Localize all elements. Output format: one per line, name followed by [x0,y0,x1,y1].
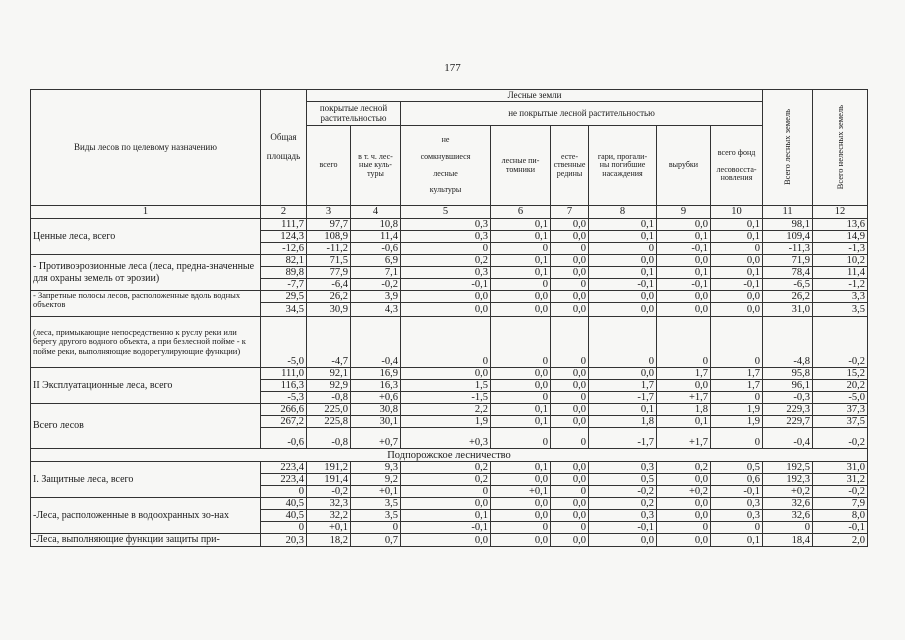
data-cell: 3,5 [813,303,868,317]
data-cell: 225,8 [307,416,351,428]
data-cell: -0,4 [351,317,401,368]
data-cell: 20,2 [813,380,868,392]
data-cell: 1,7 [711,368,763,380]
data-cell: 0,2 [401,255,491,267]
data-cell: 0,0 [657,380,711,392]
header-clearings: вырубки [657,126,711,206]
data-cell: 0 [711,317,763,368]
data-cell: -0,6 [261,428,307,449]
data-cell: 9,3 [351,462,401,474]
data-cell: 3,5 [351,510,401,522]
header-total-reforest: всего фонд лесовосста- новления [711,126,763,206]
row-label: - Противоэрозионные леса (леса, предна-значенные для охраны земель от эрозии) [31,255,261,291]
data-cell: 0,1 [589,231,657,243]
data-cell: 0,1 [711,231,763,243]
data-cell: 229,7 [763,416,813,428]
data-cell: 6,9 [351,255,401,267]
data-cell: -0,2 [813,486,868,498]
data-cell: 266,6 [261,404,307,416]
data-cell: 29,5 [261,291,307,303]
data-cell: 0,1 [491,416,551,428]
column-number: 5 [401,206,491,219]
data-cell: 111,7 [261,219,307,231]
data-cell: 116,3 [261,380,307,392]
data-cell: 0,1 [589,219,657,231]
data-cell: 0,1 [401,510,491,522]
data-cell: 31,0 [763,303,813,317]
column-number: 3 [307,206,351,219]
data-cell: -6,5 [763,279,813,291]
data-cell: 10,8 [351,219,401,231]
data-cell: 0 [589,317,657,368]
data-cell: 0,2 [401,462,491,474]
data-cell: 0 [711,428,763,449]
data-cell: 95,8 [763,368,813,380]
data-cell: 0,1 [657,416,711,428]
data-cell: 0,1 [589,404,657,416]
data-cell: 192,5 [763,462,813,474]
row-label: -Леса, выполняющие функции защиты при- [31,534,261,547]
header-covered: покрытые лесной растительностью [307,102,401,126]
data-cell: 78,4 [763,267,813,279]
table-row [31,255,868,267]
data-cell: +0,2 [763,486,813,498]
data-cell: 0,1 [657,231,711,243]
data-cell: 0 [261,486,307,498]
table-row [31,462,868,474]
data-cell: 3,5 [351,498,401,510]
data-cell: 15,2 [813,368,868,380]
data-cell: -0,2 [589,486,657,498]
header-type: Виды лесов по целевому назначению [31,90,261,206]
data-cell: 0 [551,279,589,291]
data-cell: 71,5 [307,255,351,267]
data-cell: -11,3 [763,243,813,255]
data-cell: +0,3 [401,428,491,449]
table-body-forestry [31,462,868,547]
data-cell: 71,9 [763,255,813,267]
data-cell: 0,3 [401,219,491,231]
data-cell: 30,1 [351,416,401,428]
data-cell: 82,1 [261,255,307,267]
header-cultures: в т. ч. лес- ные куль- туры [351,126,401,206]
data-cell: 0 [401,243,491,255]
data-cell: 191,4 [307,474,351,486]
data-cell: 0,0 [401,291,491,303]
table-row [31,368,868,380]
data-cell: 0,0 [401,368,491,380]
data-cell: 16,9 [351,368,401,380]
data-cell: 0,0 [551,462,589,474]
page-number: 177 [444,62,461,74]
data-cell: 0,0 [657,303,711,317]
data-cell: 37,5 [813,416,868,428]
data-cell: 0,0 [711,255,763,267]
row-label-note: (леса, примыкающие непосредственно к руслу реки или берегу другого водного объекта, а при безлесной пойме - к пойме реки, выполняющие водорегулирующие функции) [31,317,261,368]
data-cell: 3,3 [813,291,868,303]
data-cell: -5,0 [261,317,307,368]
column-number: 6 [491,206,551,219]
data-cell: 32,6 [763,510,813,522]
data-cell: 0,0 [551,498,589,510]
data-cell: 0 [551,317,589,368]
data-cell: 0,0 [657,219,711,231]
data-cell: 0,0 [657,498,711,510]
table-body-main [31,219,868,449]
data-cell: 0,0 [551,368,589,380]
data-cell: 0,1 [491,404,551,416]
data-cell: 267,2 [261,416,307,428]
data-cell: 34,5 [261,303,307,317]
data-cell: -0,8 [307,428,351,449]
data-cell: 11,4 [351,231,401,243]
data-cell: 0,5 [589,474,657,486]
data-cell: 0 [491,522,551,534]
data-cell: 229,3 [763,404,813,416]
data-cell: 0 [401,317,491,368]
data-cell: 89,8 [261,267,307,279]
data-cell: +0,6 [351,392,401,404]
header-not-closed: не сомкнувшиеся лесные культуры [401,126,491,206]
column-number: 8 [589,206,657,219]
data-cell: -7,7 [261,279,307,291]
header-nurseries: лесные пи- томники [491,126,551,206]
forest-fund-table [30,89,868,547]
data-cell: 0,1 [711,534,763,547]
data-cell: +0,7 [351,428,401,449]
data-cell: 0 [491,243,551,255]
data-cell: 0,0 [589,534,657,547]
data-cell: 225,0 [307,404,351,416]
data-cell: +1,7 [657,428,711,449]
data-cell: 0,0 [657,474,711,486]
data-cell: 124,3 [261,231,307,243]
table-row [31,291,868,303]
data-cell: 0,0 [657,255,711,267]
data-cell: 30,9 [307,303,351,317]
data-cell: 0 [763,522,813,534]
data-cell: 30,8 [351,404,401,416]
data-cell: +0,1 [307,522,351,534]
data-cell: -0,2 [813,317,868,368]
data-cell: 0,0 [551,291,589,303]
data-cell: 32,3 [307,498,351,510]
data-cell: 0,3 [711,498,763,510]
data-cell: 0,0 [551,534,589,547]
data-cell: -4,7 [307,317,351,368]
data-cell: 32,6 [763,498,813,510]
data-cell: -0,1 [711,279,763,291]
data-cell: 0,1 [711,267,763,279]
data-cell: 0,0 [657,510,711,522]
data-cell: 191,2 [307,462,351,474]
data-cell: 0,5 [711,462,763,474]
data-cell: 0,0 [551,416,589,428]
data-cell: 0,0 [551,510,589,522]
data-cell: 0,0 [491,498,551,510]
data-cell: -0,1 [401,522,491,534]
data-cell: 0,0 [491,474,551,486]
data-cell: 0,0 [551,303,589,317]
data-cell: 0 [551,522,589,534]
data-cell: 0,0 [551,255,589,267]
data-cell: 0,0 [491,291,551,303]
header-burns: гари, прогали- ны погибшие насаждения [589,126,657,206]
table-row [31,317,868,368]
data-cell: 0,0 [711,291,763,303]
data-cell: -0,1 [589,279,657,291]
data-cell: 192,3 [763,474,813,486]
data-cell: 0,6 [711,474,763,486]
data-cell: 0,1 [589,267,657,279]
data-cell: +0,1 [491,486,551,498]
data-cell: 109,4 [763,231,813,243]
data-cell: 2,2 [401,404,491,416]
data-cell: 0,1 [491,462,551,474]
data-cell: 0,0 [657,534,711,547]
data-cell: 0 [551,243,589,255]
data-cell: 2,0 [813,534,868,547]
data-cell: 0,2 [657,462,711,474]
data-cell: -1,7 [589,392,657,404]
data-cell: 0 [711,522,763,534]
header-not-covered: не покрытые лесной растительностью [401,102,763,126]
data-cell: 0,0 [401,303,491,317]
header-total-forest: Всего лесных земель [763,90,813,206]
column-numbers-row [31,206,868,219]
data-cell: 0,0 [551,404,589,416]
data-cell: 0,1 [491,219,551,231]
data-cell: 0 [491,428,551,449]
data-cell: -4,8 [763,317,813,368]
data-cell: 97,7 [307,219,351,231]
data-cell: 0,0 [551,267,589,279]
data-cell: 16,3 [351,380,401,392]
data-cell: 0 [551,392,589,404]
data-cell: 0 [491,392,551,404]
data-cell: 108,9 [307,231,351,243]
data-cell: 98,1 [763,219,813,231]
data-cell: 31,0 [813,462,868,474]
data-cell: 0,3 [401,231,491,243]
data-cell: -1,5 [401,392,491,404]
data-cell: 40,5 [261,498,307,510]
data-cell: -5,0 [813,392,868,404]
data-cell: 0,0 [551,231,589,243]
data-cell: 1,7 [657,368,711,380]
data-cell: 0,0 [657,291,711,303]
data-cell: 3,9 [351,291,401,303]
data-cell: 0,0 [589,291,657,303]
data-cell: 18,4 [763,534,813,547]
row-label: I. Защитные леса, всего [31,462,261,498]
table-row [31,534,868,547]
data-cell: +1,7 [657,392,711,404]
data-cell: 1,5 [401,380,491,392]
data-cell: -0,3 [763,392,813,404]
data-cell: 0,0 [551,219,589,231]
data-cell: 0 [551,486,589,498]
row-label: -Леса, расположенные в водоохранных зо-нах [31,498,261,534]
data-cell: -0,8 [307,392,351,404]
header-forest-lands: Лесные земли [307,90,763,102]
data-cell: 1,8 [657,404,711,416]
table-row [31,404,868,416]
data-cell: 0,1 [711,219,763,231]
data-cell: 0,0 [491,510,551,522]
data-cell: +0,1 [351,486,401,498]
data-cell: 0,3 [589,462,657,474]
data-cell: 0,3 [401,267,491,279]
data-cell: 11,4 [813,267,868,279]
data-cell: 0,0 [589,368,657,380]
column-number: 1 [31,206,261,219]
data-cell: 26,2 [307,291,351,303]
column-number: 2 [261,206,307,219]
data-cell: 0,1 [491,231,551,243]
data-cell: 0 [711,243,763,255]
data-cell: -11,2 [307,243,351,255]
data-cell: 32,2 [307,510,351,522]
data-cell: 7,9 [813,498,868,510]
data-cell: 1,7 [589,380,657,392]
data-cell: 0,0 [491,368,551,380]
data-cell: 0,1 [491,267,551,279]
data-cell: -6,4 [307,279,351,291]
data-cell: -0,4 [763,428,813,449]
data-cell: 0,7 [351,534,401,547]
data-cell: 20,3 [261,534,307,547]
header-covered-total: всего [307,126,351,206]
header-total-nonforest: Всего нелесных земель [813,90,868,206]
data-cell: 13,6 [813,219,868,231]
data-cell: -0,1 [657,243,711,255]
data-cell: -1,3 [813,243,868,255]
data-cell: 7,1 [351,267,401,279]
data-cell: 0 [589,243,657,255]
section-title: Подпорожское лесничество [31,449,868,462]
data-cell: 92,9 [307,380,351,392]
data-cell: 1,7 [711,380,763,392]
data-cell: -1,7 [589,428,657,449]
data-cell: 9,2 [351,474,401,486]
data-cell: 0 [711,392,763,404]
data-cell: 0,0 [551,474,589,486]
column-number: 7 [551,206,589,219]
data-cell: 0,0 [491,534,551,547]
data-cell: -0,1 [657,279,711,291]
data-cell: 0 [551,428,589,449]
data-cell: 223,4 [261,474,307,486]
data-cell: +0,2 [657,486,711,498]
data-cell: 0,2 [589,498,657,510]
data-cell: 37,3 [813,404,868,416]
data-cell: 1,8 [589,416,657,428]
data-cell: 1,9 [711,404,763,416]
row-label: II Эксплуатационные леса, всего [31,368,261,404]
data-cell: 0,0 [589,303,657,317]
data-cell: -0,2 [813,428,868,449]
data-cell: 0,3 [589,510,657,522]
data-cell: 0 [491,317,551,368]
data-cell: 0 [491,279,551,291]
data-cell: -12,6 [261,243,307,255]
data-cell: -0,6 [351,243,401,255]
header-total-area: Общая площадь [261,90,307,206]
data-cell: -0,2 [307,486,351,498]
data-cell: 14,9 [813,231,868,243]
data-cell: 0,0 [401,534,491,547]
data-cell: -5,3 [261,392,307,404]
data-cell: 0,1 [657,267,711,279]
data-cell: 4,3 [351,303,401,317]
data-cell: 92,1 [307,368,351,380]
data-cell: -1,2 [813,279,868,291]
data-cell: 1,9 [401,416,491,428]
data-cell: -0,1 [813,522,868,534]
data-cell: 0 [657,522,711,534]
data-cell: 18,2 [307,534,351,547]
data-cell: 26,2 [763,291,813,303]
data-cell: -0,1 [711,486,763,498]
table-row [31,498,868,510]
data-cell: -0,1 [401,279,491,291]
data-cell: 0 [351,522,401,534]
data-cell: 0,3 [711,510,763,522]
column-number: 11 [763,206,813,219]
row-label: Всего лесов [31,404,261,449]
data-cell: 0,1 [491,255,551,267]
data-cell: 0 [401,486,491,498]
data-cell: 0 [657,317,711,368]
data-cell: 0,0 [491,380,551,392]
data-cell: 0,0 [401,498,491,510]
data-cell: 31,2 [813,474,868,486]
data-cell: 0,0 [589,255,657,267]
data-cell: 111,0 [261,368,307,380]
data-cell: 223,4 [261,462,307,474]
data-cell: 77,9 [307,267,351,279]
data-cell: -0,1 [589,522,657,534]
data-cell: 0 [261,522,307,534]
data-cell: 96,1 [763,380,813,392]
data-cell: 0,2 [401,474,491,486]
data-cell: 0,0 [491,303,551,317]
header-natural-sparse: есте- ственные редины [551,126,589,206]
data-cell: 10,2 [813,255,868,267]
column-number: 12 [813,206,868,219]
table-row [31,219,868,231]
column-number: 10 [711,206,763,219]
data-cell: 40,5 [261,510,307,522]
row-label: - Запретные полосы лесов, расположенные вдоль водных объектов [31,291,261,317]
data-cell: -0,2 [351,279,401,291]
row-label: Ценные леса, всего [31,219,261,255]
data-cell: 1,9 [711,416,763,428]
data-cell: 8,0 [813,510,868,522]
data-cell: 0,0 [551,380,589,392]
data-cell: 0,0 [711,303,763,317]
column-number: 4 [351,206,401,219]
column-number: 9 [657,206,711,219]
